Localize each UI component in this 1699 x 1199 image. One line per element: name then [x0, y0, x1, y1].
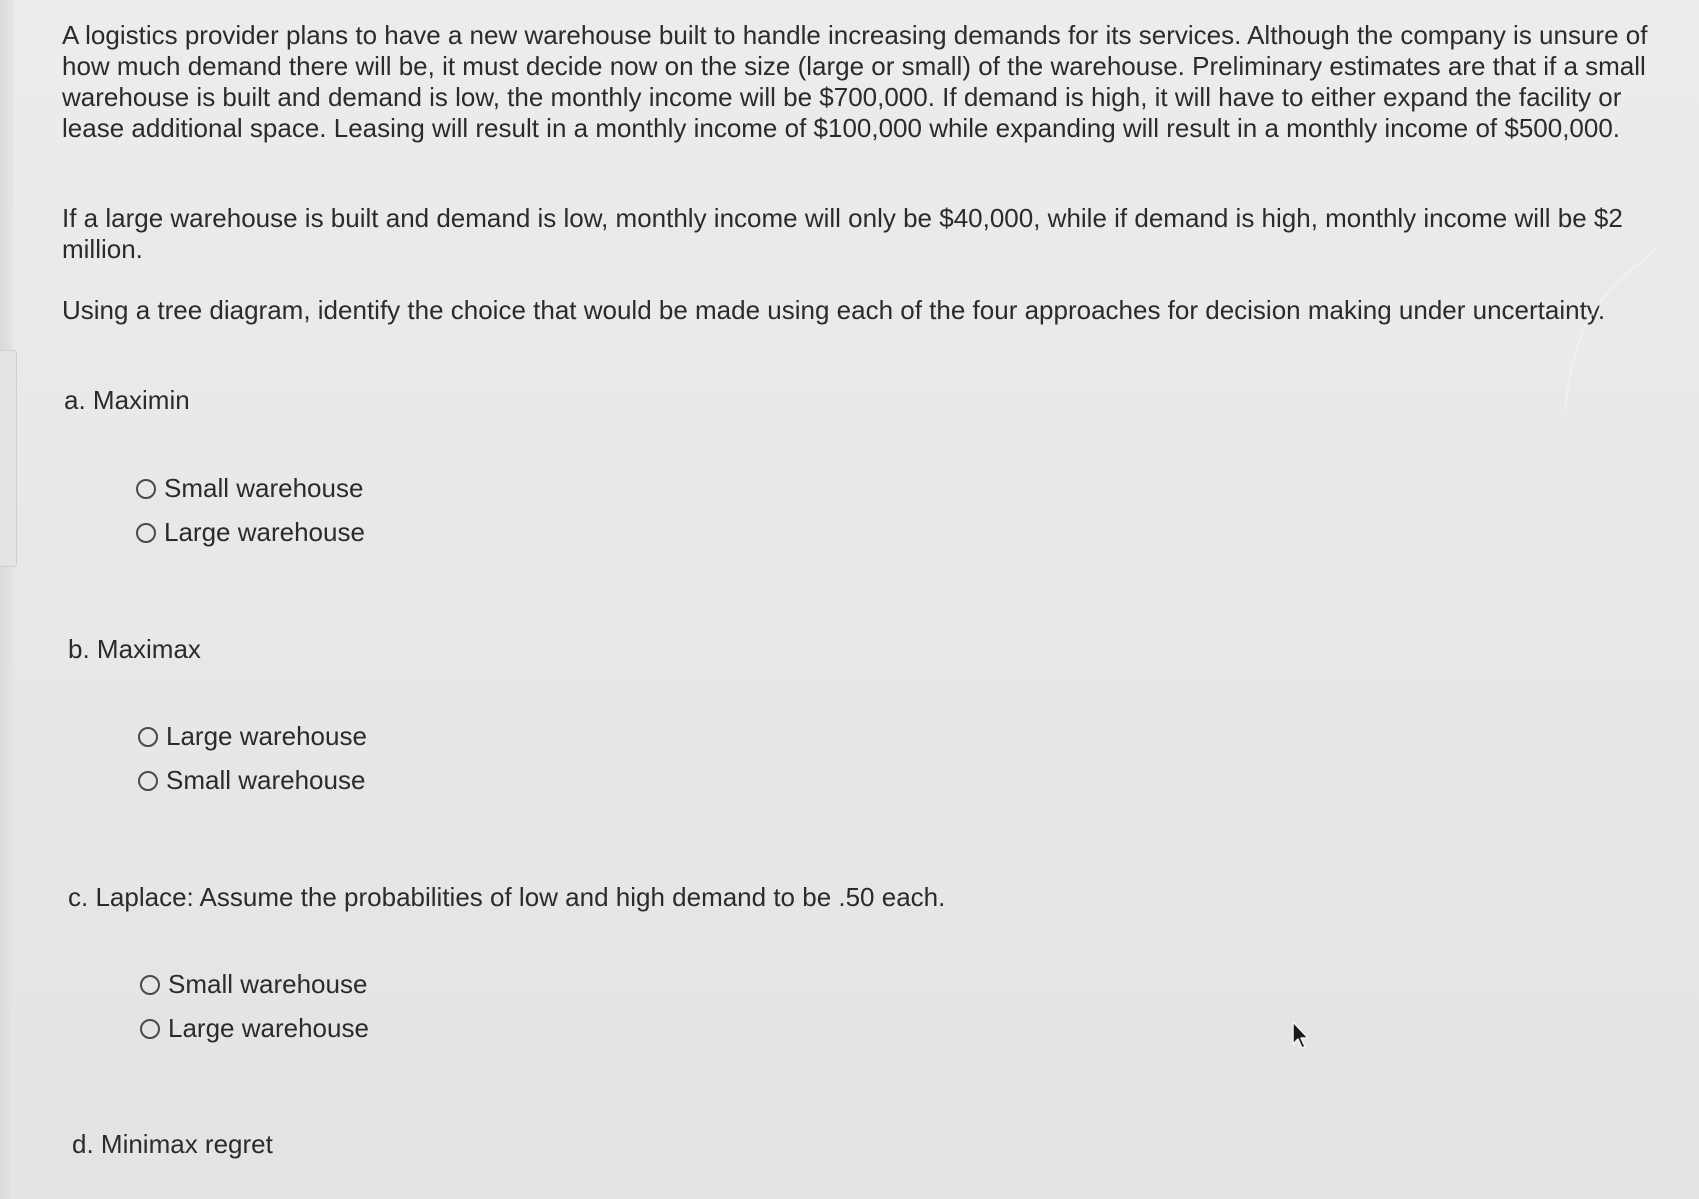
option-label: Small warehouse — [166, 765, 366, 795]
screen-glare — [1555, 245, 1665, 415]
part-d-label: d. Minimax regret — [72, 1129, 273, 1159]
part-a-label: a. Maximin — [64, 385, 190, 415]
part-b-option-small-warehouse[interactable] — [138, 765, 365, 796]
left-side-tab — [0, 350, 17, 567]
radio-unselected-icon[interactable] — [136, 523, 156, 543]
option-label: Large warehouse — [166, 721, 367, 751]
option-label: Large warehouse — [164, 517, 365, 547]
part-a-option-small-warehouse[interactable] — [136, 473, 363, 504]
radio-unselected-icon[interactable] — [140, 975, 160, 995]
radio-unselected-icon[interactable] — [138, 727, 158, 747]
part-c-label: c. Laplace: Assume the probabilities of low and high demand to be .50 each. — [68, 882, 946, 912]
part-b-label: b. Maximax — [68, 634, 201, 664]
option-label: Large warehouse — [168, 1013, 369, 1043]
question-paragraph-3: Using a tree diagram, identify the choice that would be made using each of the four approaches for decision making under uncertainty. — [62, 295, 1606, 325]
left-edge — [0, 0, 14, 1199]
option-label: Small warehouse — [168, 969, 368, 999]
part-b-option-large-warehouse[interactable] — [138, 721, 367, 752]
radio-unselected-icon[interactable] — [140, 1019, 160, 1039]
part-a-option-large-warehouse[interactable] — [136, 517, 365, 548]
mouse-pointer-icon — [1290, 1020, 1314, 1050]
radio-unselected-icon[interactable] — [136, 479, 156, 499]
radio-unselected-icon[interactable] — [138, 771, 158, 791]
question-paragraph-1: A logistics provider plans to have a new warehouse built to handle increasing demands for its services. Although the company is unsure of how much demand there will be, it must decide now on the size (large or small) of the warehouse. Preliminary estimates are that if a small warehouse is built and demand is low, the monthly income will be $700,000. If demand is high, it will have to either expand the facility or lease additional space. Leasing will result in a monthly income of $100,000 while expanding will result in a monthly income of $500,000. — [62, 20, 1648, 143]
part-c-option-small-warehouse[interactable] — [140, 969, 367, 1000]
part-c-option-large-warehouse[interactable] — [140, 1013, 369, 1044]
question-paragraph-2: If a large warehouse is built and demand is low, monthly income will only be $40,000, while if demand is high, monthly income will be $2 million. — [62, 203, 1623, 264]
option-label: Small warehouse — [164, 473, 364, 503]
